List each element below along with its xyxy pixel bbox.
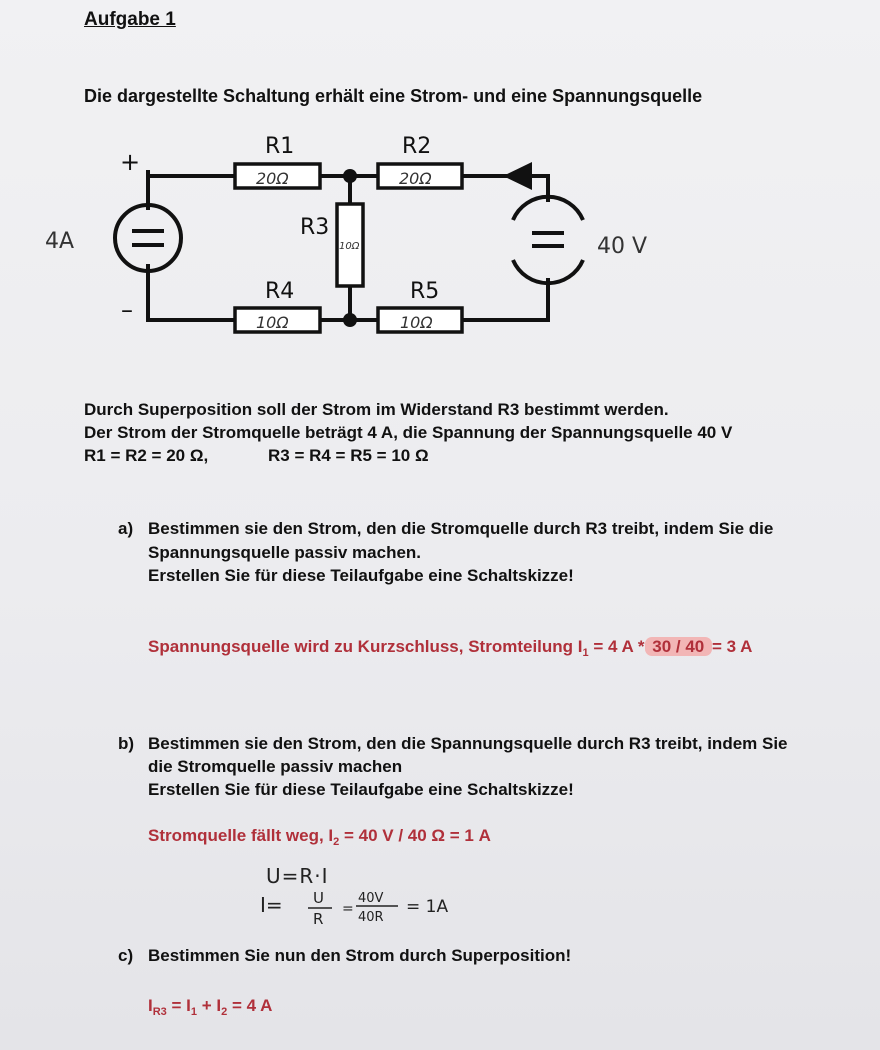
node-bottom xyxy=(343,313,357,327)
wire-left-top xyxy=(148,172,235,176)
task-a-line-1: Bestimmen sie den Strom, den die Stromquelle durch R3 treibt, indem Sie die xyxy=(148,519,774,538)
hand-formula-ohm: U=R·I xyxy=(266,864,329,888)
task-a-answer-end: = 3 A xyxy=(711,637,753,656)
r5-label: R5 xyxy=(410,279,440,304)
r3-label: R3 xyxy=(300,215,330,240)
task-c-marker: c) xyxy=(118,946,134,965)
task-c-answer-mid: = I xyxy=(166,996,191,1015)
voltage-source-icon xyxy=(513,197,583,283)
r1-label: R1 xyxy=(265,134,295,159)
task-a-line-3: Erstellen Sie für diese Teilaufgabe eine Schaltskizze! xyxy=(148,566,574,585)
minus-sign: – xyxy=(121,296,133,324)
hand-result: = 1A xyxy=(406,897,449,917)
task-b-answer-end: = 40 V / 40 Ω = 1 A xyxy=(339,826,491,845)
intro-text: Die dargestellte Schaltung erhält eine Strom- und eine Spannungsquelle xyxy=(84,86,703,106)
r3-value: 10Ω xyxy=(339,241,360,252)
hand-lhs: I= xyxy=(260,893,283,917)
task-a-answer-highlight: 30 / 40 xyxy=(645,637,712,656)
r2-value: 20Ω xyxy=(399,169,432,188)
task-b-answer-sub: 2 xyxy=(333,836,340,848)
task-a-line-2: Spannungsquelle passiv machen. xyxy=(148,543,422,562)
task-c-answer-end: = 4 A xyxy=(227,996,273,1015)
current-source-label: 4A xyxy=(45,229,75,254)
task-b-answer-prefix: Stromquelle fällt weg, I xyxy=(148,826,334,845)
task-title: Aufgabe 1 xyxy=(84,9,176,30)
description-line-2: Der Strom der Stromquelle beträgt 4 A, die Spannung der Spannungsquelle 40 V xyxy=(84,423,733,442)
wire-left-bottom xyxy=(148,298,235,320)
task-a-answer-sub: 1 xyxy=(582,647,589,659)
task-a-answer-star: * xyxy=(637,637,645,656)
task-c-answer-i: I xyxy=(148,996,153,1015)
current-source-icon xyxy=(115,205,181,271)
task-b-line-1: Bestimmen sie den Strom, den die Spannungsquelle durch R3 treibt, indem Sie xyxy=(148,734,788,753)
r2-label: R2 xyxy=(402,134,432,159)
hand-num-1: U xyxy=(313,889,324,907)
task-b-answer xyxy=(148,826,491,848)
task-c-line-1: Bestimmen Sie nun den Strom durch Superposition! xyxy=(148,946,572,965)
task-a-answer-prefix: Spannungsquelle wird zu Kurzschluss, Stromteilung I xyxy=(148,637,583,656)
arrow-head-icon xyxy=(503,162,532,190)
description-line-3a: R1 = R2 = 20 Ω, xyxy=(84,446,209,465)
plus-sign: + xyxy=(120,148,141,176)
task-b-marker: b) xyxy=(118,734,135,753)
task-c-answer-plus: + I xyxy=(197,996,222,1015)
description-line-3b: R3 = R4 = R5 = 10 Ω xyxy=(268,446,429,465)
description-line-1: Durch Superposition soll der Strom im Widerstand R3 bestimmt werden. xyxy=(84,400,669,419)
task-c-answer xyxy=(148,996,272,1018)
task-c-answer-sub-2: 2 xyxy=(221,1006,228,1018)
hand-den-1: R xyxy=(313,910,324,928)
hand-formula-calc xyxy=(256,882,486,930)
task-c-answer-sub-1: 1 xyxy=(190,1006,198,1018)
task-a-marker: a) xyxy=(118,519,134,538)
hand-den-2: 40R xyxy=(358,910,384,925)
task-a-answer-mid: = 4 A xyxy=(588,637,638,656)
task-b-line-2: die Stromquelle passiv machen xyxy=(148,757,403,776)
r1-value: 20Ω xyxy=(256,169,289,188)
voltage-source-label: 40 V xyxy=(597,234,648,259)
task-a-answer xyxy=(148,637,752,659)
wire-right-bottom xyxy=(462,280,548,320)
node-top xyxy=(343,169,357,183)
r5-value: 10Ω xyxy=(400,313,433,332)
task-c-answer-sub-r3: R3 xyxy=(152,1006,167,1018)
r4-label: R4 xyxy=(265,279,295,304)
task-b-line-3: Erstellen Sie für diese Teilaufgabe eine Schaltskizze! xyxy=(148,780,574,799)
hand-eq: = xyxy=(342,901,354,917)
hand-num-2: 40V xyxy=(358,891,384,906)
circuit-diagram xyxy=(0,120,880,350)
r4-value: 10Ω xyxy=(256,313,289,332)
